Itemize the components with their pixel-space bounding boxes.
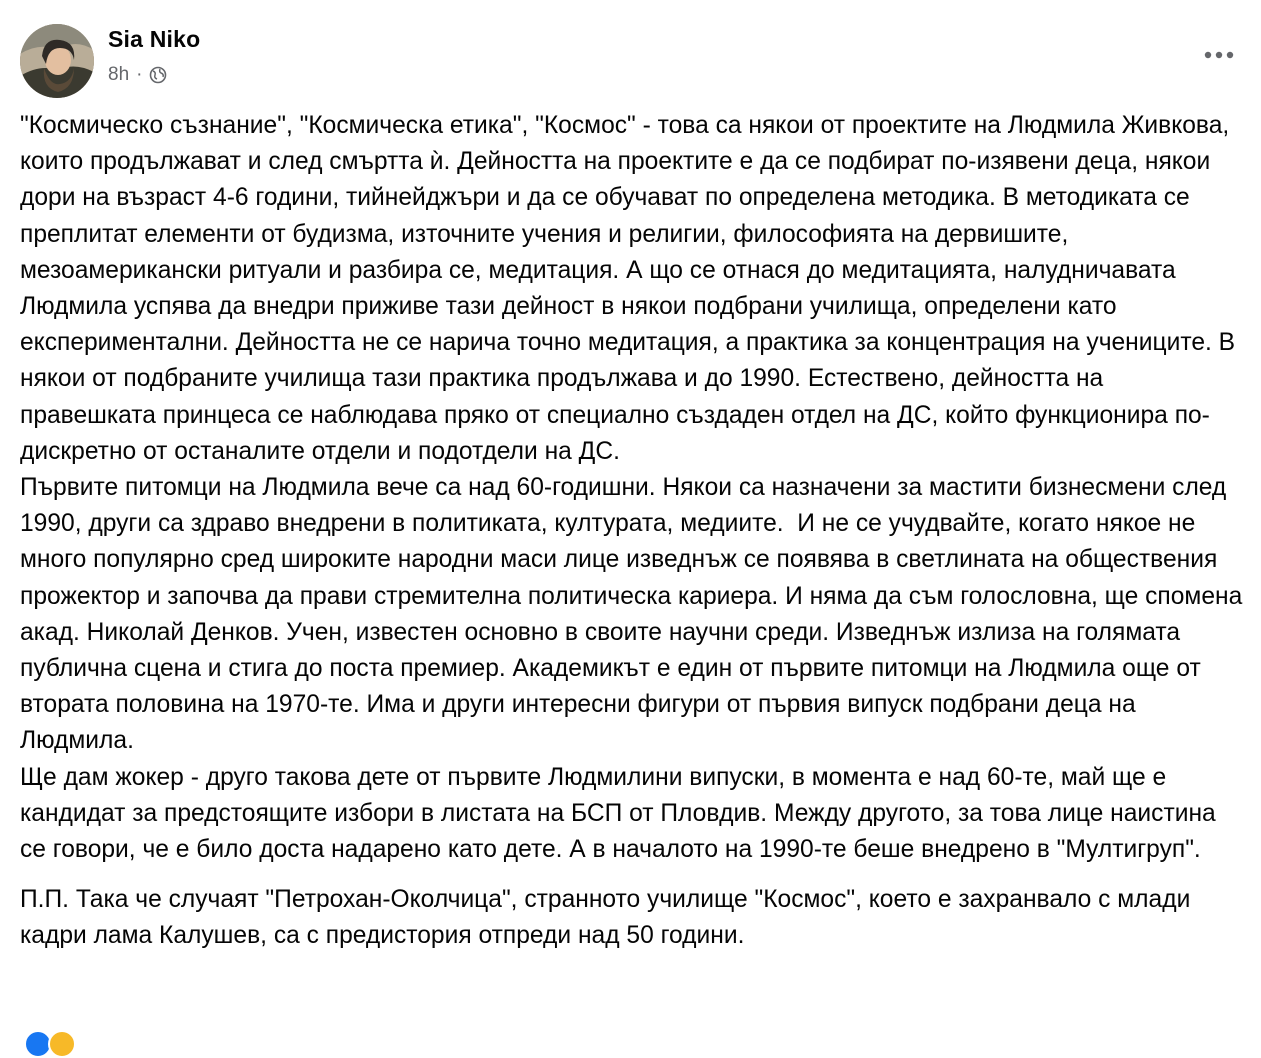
post-paragraph: Първите питомци на Людмила вече са над 60-годишни. Някои са назначени за мастити бизнесмени след 1990, други са здраво внедрени в политиката, културата, медиите. И не се учудвайте, когато някое не много популярно сред широките народни маси лице изведнъж се появява в светлината на обществения прожектор и започва да прави стремителна политическа кариера. И няма да съм голословна, ще спомена акад. Николай Денков. Учен, известен основно в своите научни среди. Изведнъж излиза на голямата публична сцена и стига до поста премиер. Академикът е един от първите питомци на Людмила още от втората половина на 1970-те. Има и други интересни фигури от първия випуск подбрани деца на Людмила. bbox=[20, 474, 1250, 755]
author-avatar[interactable] bbox=[20, 24, 94, 98]
post-header bbox=[20, 18, 1241, 98]
more-options-button[interactable] bbox=[1197, 40, 1241, 70]
post-postscript: П.П. Така че случаят "Петрохан-Околчица", странното училище "Космос", което е захранвало с млади кадри лама Калушев, са с предистория отпреди над 50 години. bbox=[20, 886, 1198, 950]
avatar-photo bbox=[20, 24, 94, 98]
haha-reaction-icon bbox=[48, 1030, 76, 1058]
author-name[interactable]: Sia Niko bbox=[108, 26, 201, 52]
reactions-summary[interactable] bbox=[24, 1030, 72, 1058]
post-paragraph: "Космическо съзнание", "Космическа етика", "Космос" - това са някои от проектите на Людмила Живкова, които продължават и след смъртта ѝ. Дейността на проектите е да се подбират по-изявени деца, някои дори на възраст 4-6 години, тийнейджъри и да се обучават по определена методика. В методиката се преплитат елементи от будизма, източните учения и религии, философията на дервишите, мезоамерикански ритуали и разбира се, медитация. А що се отнася до медитацията, налудничавата Людмила успява да внедри приживе тази дейност в някои подбрани училища, определени като експериментални. Дейността не се нарича точно медитация, а практика за концентрация на учениците. В някои от подбраните училища тази практика продължава и до 1990. Естествено, дейността на правешката принцеса се наблюдава пряко от специално създаден отдел на ДС, който функционира по-дискретно от останалите отдели и подотдели на ДС. bbox=[20, 112, 1242, 465]
post-time[interactable]: 8h bbox=[108, 64, 130, 85]
meta-separator: · bbox=[136, 64, 143, 85]
post-meta bbox=[108, 64, 167, 86]
post-paragraph: Ще дам жокер - друго такова дете от първите Людмилини випуски, в момента е над 60-те, май ще е кандидат за предстоящите избори в листата на БСП от Пловдив. Между другото, за това лице наистина се говори, че е било доста надарено като дете. А в началото на 1990-те беше внедрено в "Мултигруп". bbox=[20, 763, 1223, 864]
globe-icon[interactable] bbox=[149, 66, 167, 84]
post-body bbox=[20, 108, 1250, 955]
more-options-icon bbox=[1204, 51, 1234, 59]
